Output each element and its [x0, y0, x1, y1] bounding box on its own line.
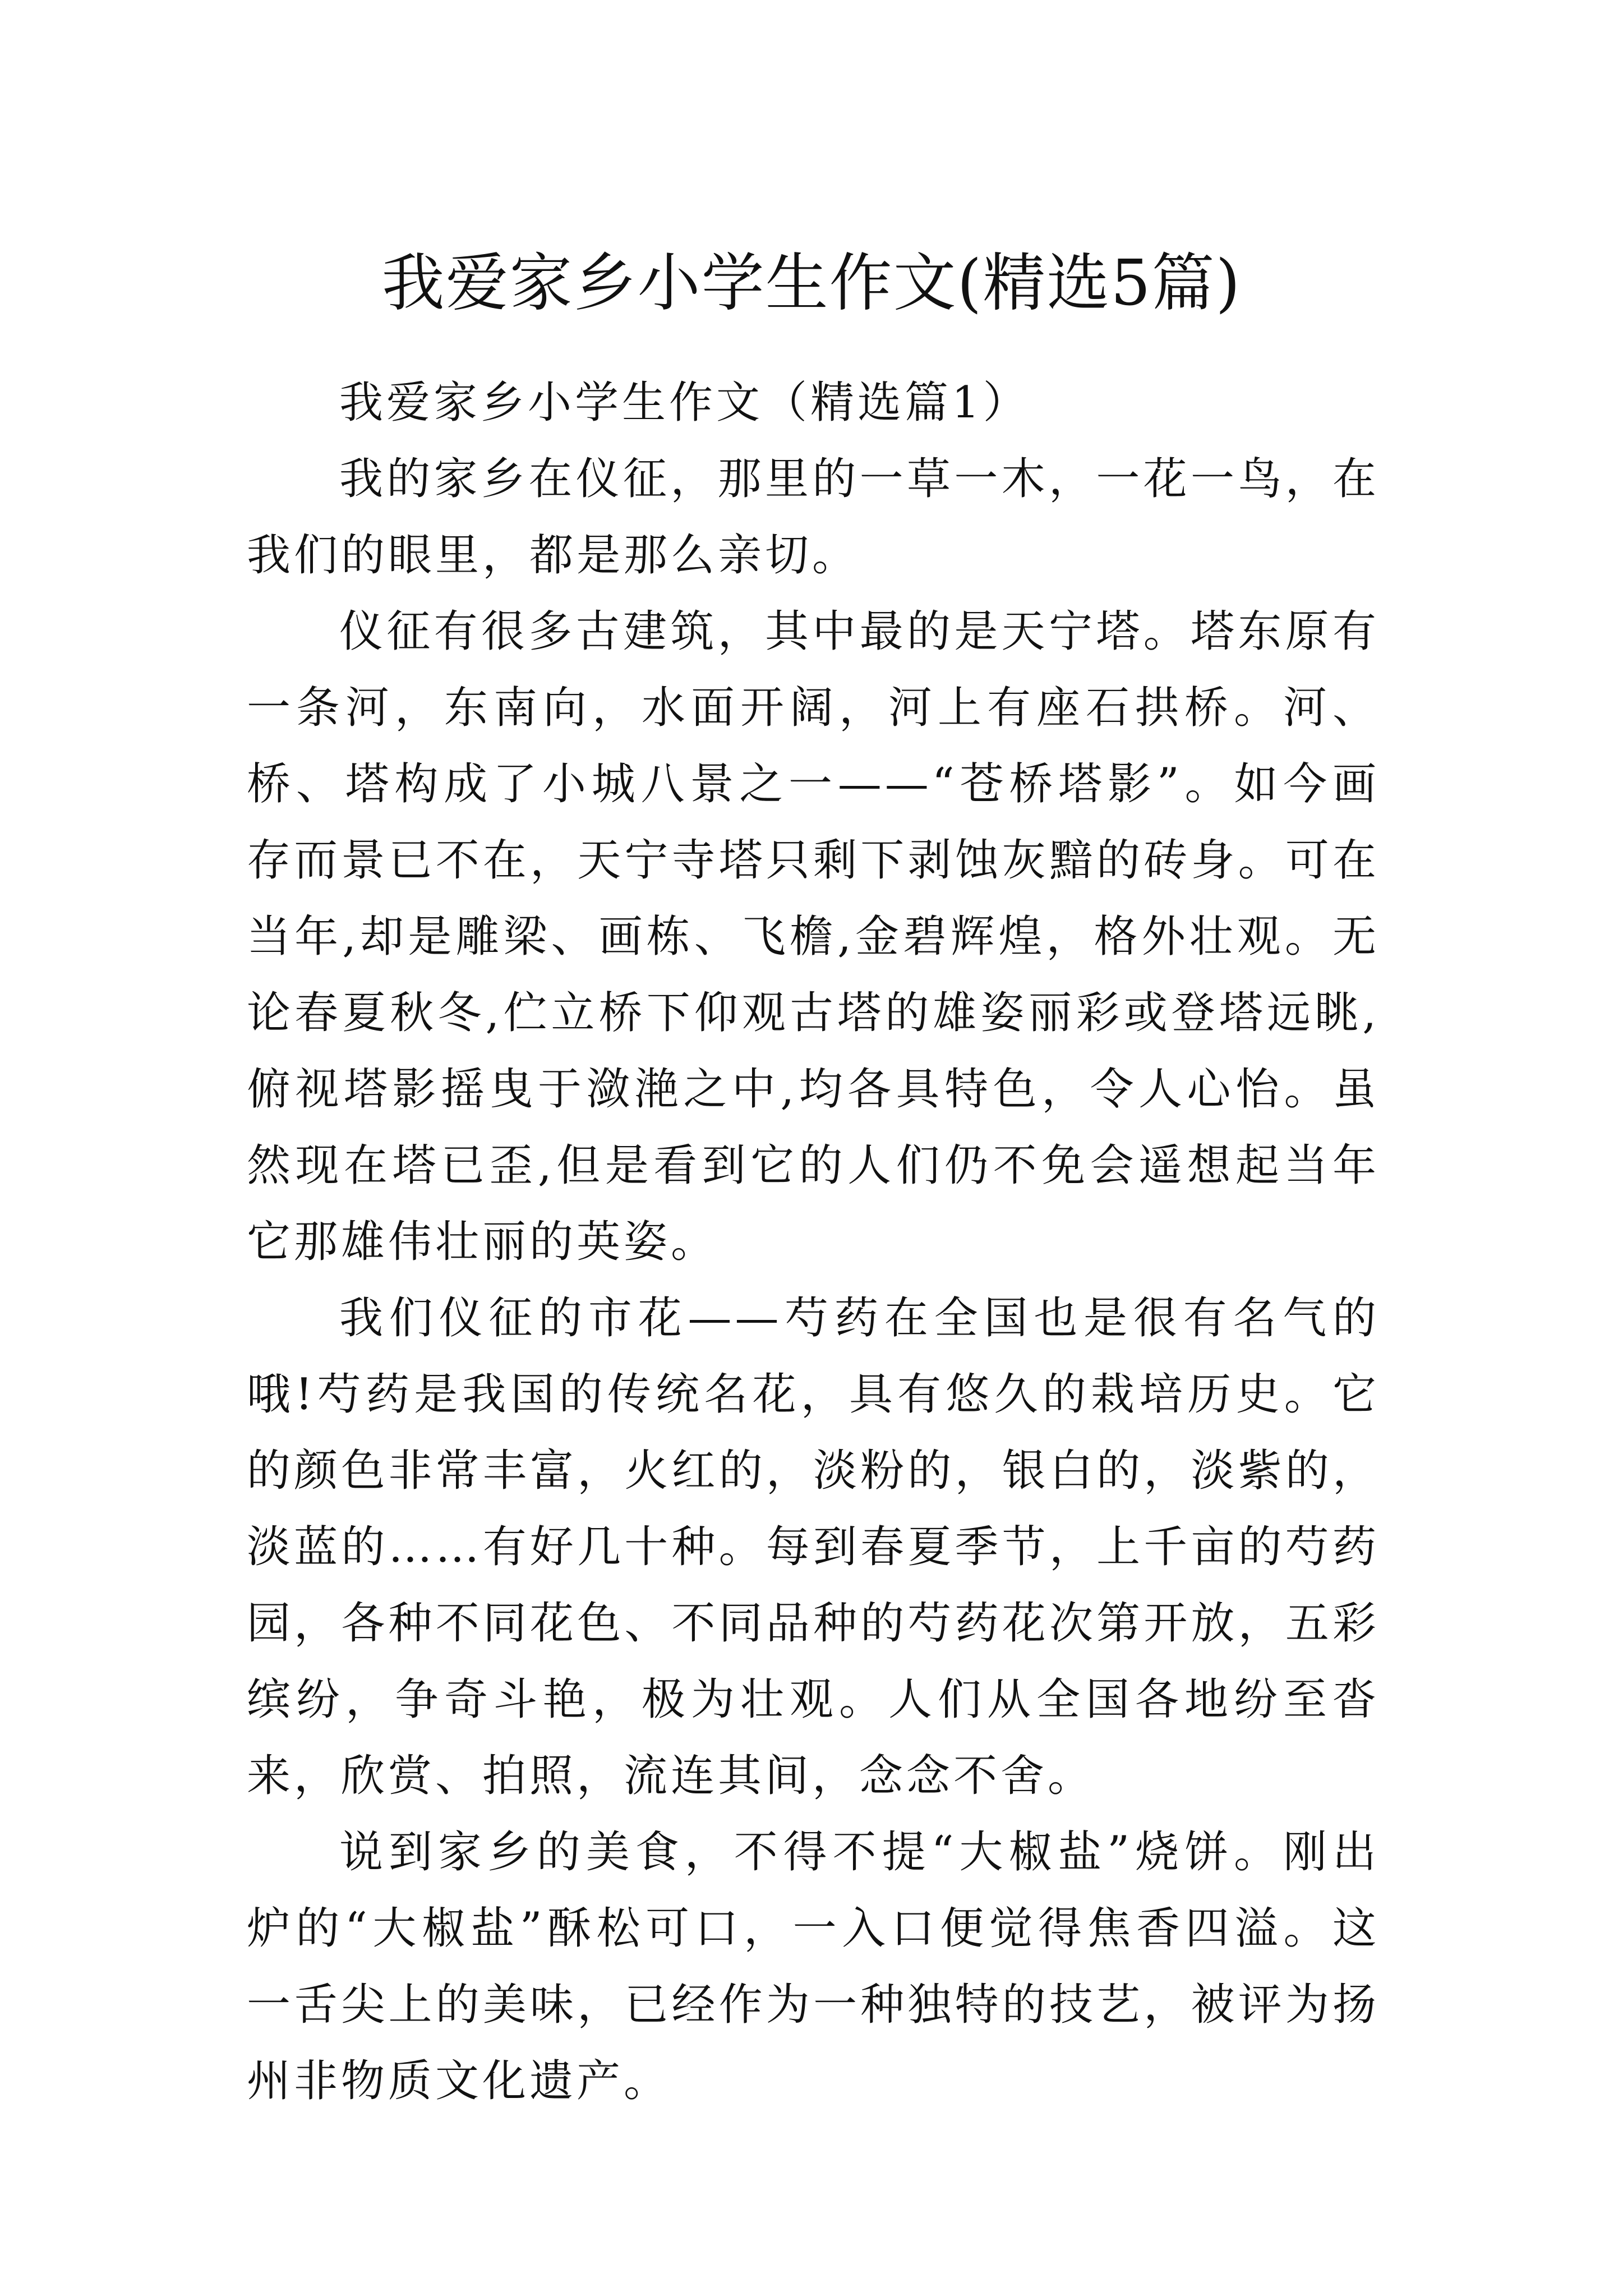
document-title: 我爱家乡小学生作文(精选5篇) — [381, 247, 1242, 320]
paragraph: 说到家乡的美食，不得不提“大椒盐”烧饼。刚出炉的“大椒盐”酥松可口，一入口便觉得焦香四溢。这一舌尖上的美味，已经作为一种独特的技艺，被评为扬州非物质文化遗产。 — [247, 1827, 1380, 2106]
paragraph: 我们仪征的市花——芍药在全国也是很有名气的哦!芍药是我国的传统名花，具有悠久的栽培历史。它的颜色非常丰富，火红的，淡粉的，银白的，淡紫的，淡蓝的……有好几十种。每到春夏季节，上千亩的芍药园，各种不同花色、不同品种的芍药花次第开放，五彩缤纷，争奇斗艳，极为壮观。人们从全国各地纷至沓来，欣赏、拍照，流连其间，念念不舍。 — [247, 1293, 1380, 1801]
paragraph: 我的家乡在仪征，那里的一草一木，一花一鸟，在我们的眼里，都是那么亲切。 — [247, 454, 1380, 581]
document-body — [247, 365, 1380, 2119]
paragraph: 仪征有很多古建筑，其中最的是天宁塔。塔东原有一条河，东南向，水面开阔，河上有座石拱桥。河、桥、塔构成了小城八景之一——“苍桥塔影”。如今画存而景已不在，天宁寺塔只剩下剥蚀灰黯的砖身。可在当年,却是雕梁、画栋、飞檐,金碧辉煌，格外壮观。无论春夏秋冬,伫立桥下仰观古塔的雄姿丽彩或登塔远眺,俯视塔影摇曳于潋滟之中,均各具特色，令人心怡。虽然现在塔已歪,但是看到它的人们仍不免会遥想起当年它那雄伟壮丽的英姿。 — [247, 606, 1380, 1267]
section-heading: 我爱家乡小学生作文（精选篇1） — [339, 378, 1030, 428]
